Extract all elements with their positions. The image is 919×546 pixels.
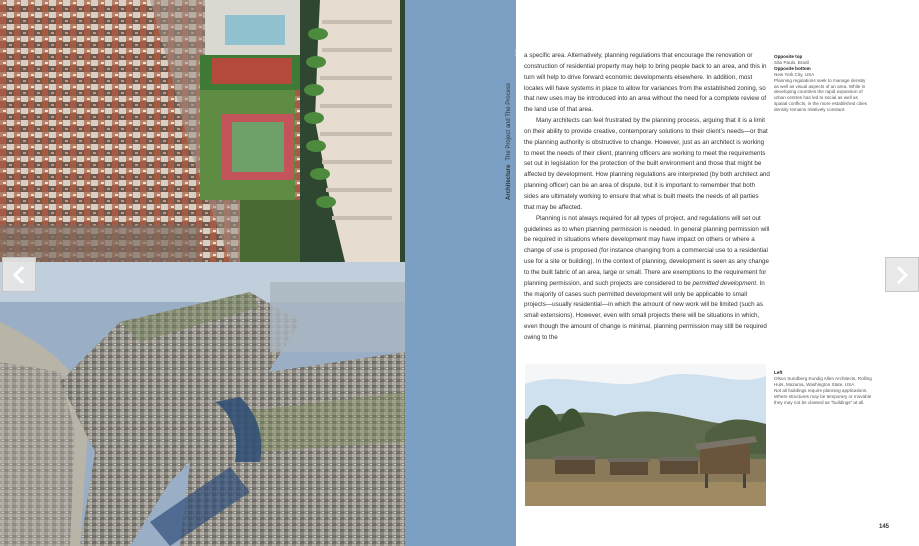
left-page xyxy=(0,0,405,546)
caption-opposite-top-place: São Paulo, Brazil xyxy=(774,59,810,65)
caption-left-text: Not all buildings require planning applications. Where structures may be temporary or movable they may not be classed as “buildings” at all. xyxy=(774,387,872,405)
accent-band xyxy=(405,0,516,546)
chapter-number: 5. xyxy=(514,46,525,60)
chevron-left-icon xyxy=(12,265,26,285)
page-number: 145 xyxy=(879,524,890,530)
caption-opposite-bottom-place: New York City, USA xyxy=(774,71,815,77)
previous-page-button[interactable] xyxy=(2,257,36,292)
caption-left-credit: Olson Sundberg Kundig Allen Architects, Rolling Huts, Mazama, Washington State, USA xyxy=(774,375,872,387)
photo-sao-paulo xyxy=(0,0,405,262)
running-head xyxy=(506,83,512,200)
caption-left-label: Left xyxy=(774,370,783,375)
paragraph-2: Many architects can feel frustrated by the planning process, arguing that it is a limit on their ability to provide creative, contemporary solutions to their client’s needs—or that the planning authority is obstructive to change. However, just as an architect is working to meet the needs of their client, planning officers are working to meet the requirements set out in legislation for the protection of the built environment and those that might be affected by development. How planning regulations are interpreted (by both architect and planning officer) can be an area of dispute, but it is important to remember that both sides are ultimately working to ensure that what is built meets the needs of all parties that may be affected. xyxy=(524,117,770,211)
paragraph-1: a specific area. Alternatively, planning regulations that encourage the renovation or construction of residential property may help to bring people back to an area, and this in turn will help to drive forward economic developments elsewhere. In addition, most locales will have systems in place to allow for variances from the established zoning, so that new uses may be introduced into an area without the need for a complete review of the land use of that area. xyxy=(524,52,767,114)
photo-new-york xyxy=(0,262,405,546)
paragraph-3-emphasis: permitted development xyxy=(692,279,757,287)
chevron-right-icon xyxy=(895,265,909,285)
running-head-subject: Architecture xyxy=(506,164,512,200)
next-page-button[interactable] xyxy=(885,257,919,292)
photo-rolling-huts xyxy=(525,364,766,506)
paragraph-3-part-2: . In the majority of cases such permitted development will only be applicable to small projects—usually residential—in which the amount of new work will be limited (such as small extensions). However, even with small projects there will be situations in which, even though the amount of change is minimal, planning permission may still be required owing to the xyxy=(524,279,767,341)
caption-opposite-top-label: Opposite top xyxy=(774,54,803,59)
caption-opposite-bottom-label: Opposite bottom xyxy=(774,65,811,71)
caption-opposite-text: Planning regulations seek to manage density as well as visual aspects of an area. While in developing countries the rapid expansion of urban centres has led to social as well as spatial conflicts, in the more established cities density remains relatively constant. xyxy=(774,77,867,113)
running-head-section: The Project and The Process xyxy=(506,83,512,161)
paragraph-3-part-1: Planning is not always required for all types of project, and regulations will set out guidelines as to when planning permission is needed. In general planning permission will be required in situations where development may have impact on others or where a change of use is proposed (for instance changing from a commercial use to a residential use for a site or building). In the context of planning, development is seen as any change to the built fabric of an area, large or small. There are exemptions to the requirement for planning permission, and such projects are considered to be xyxy=(524,214,770,287)
caption-left xyxy=(774,370,874,405)
body-text xyxy=(524,51,770,344)
right-page xyxy=(506,0,919,546)
paragraph-3 xyxy=(524,214,770,344)
caption-opposite xyxy=(774,54,870,113)
